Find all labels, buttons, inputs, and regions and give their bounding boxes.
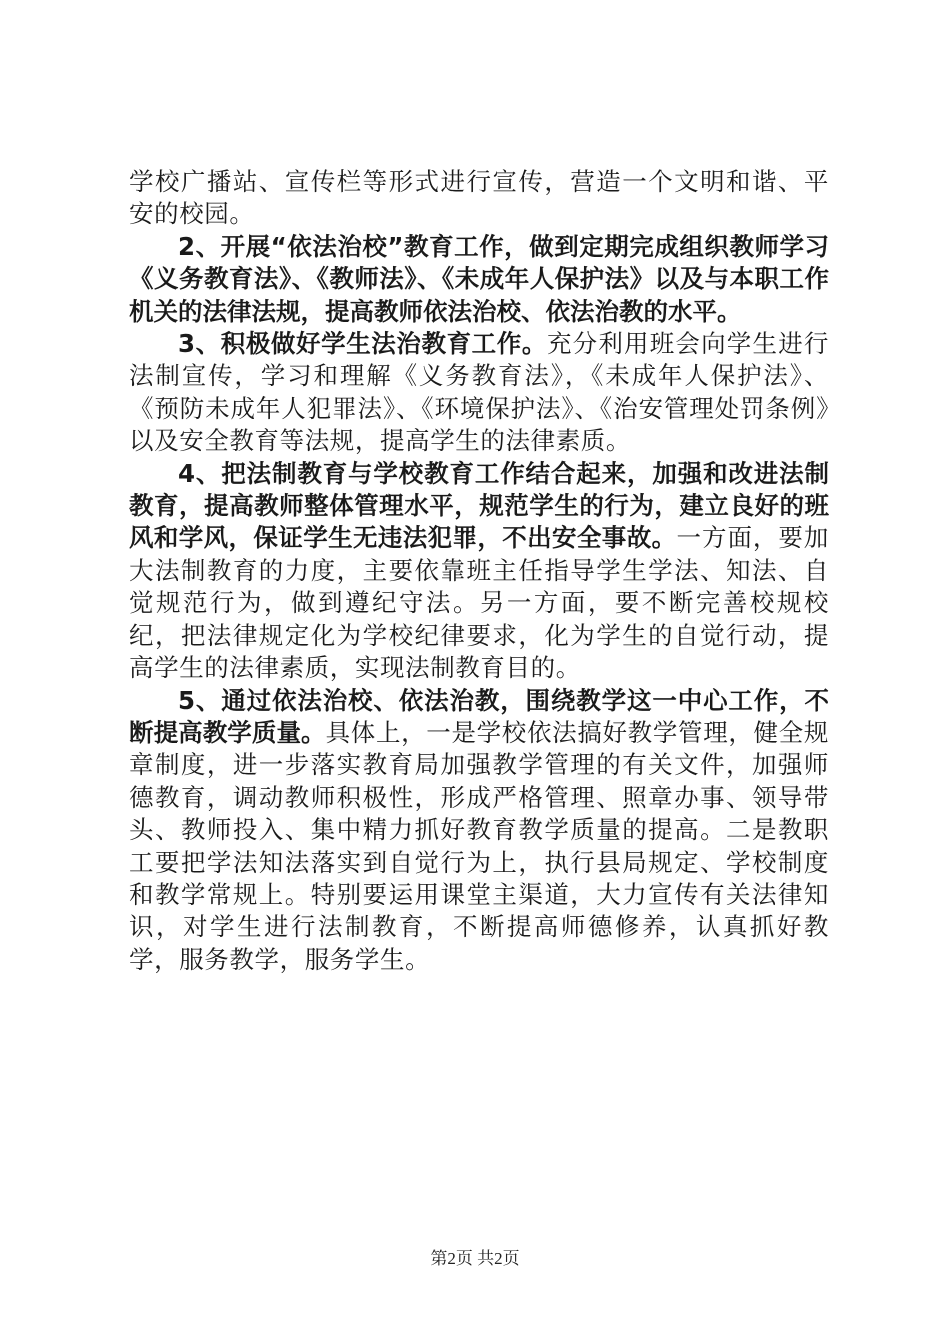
paragraph-1 [129, 166, 829, 231]
paragraph-4-text: 一方面，要加大法制教育的力度，主要依靠班主任指导学生学法、知法、自觉规范行为，做到遵纪守法。另一方面，要不断完善校规校纪，把法律规定化为学校纪律要求，化为学生的自觉行动，提高学生的法律素质，实现法制教育目的。 [129, 523, 829, 683]
paragraph-3 [129, 328, 829, 458]
paragraph-4 [129, 458, 829, 685]
paragraph-2-heading: 2、开展“依法治校”教育工作，做到定期完成组织教师学习《义务教育法》、《教师法》、《未成年人保护法》以及与本职工作机关的法律法规，提高教师依法治校、依法治教的水平。 [129, 231, 829, 326]
paragraph-3-heading: 3、积极做好学生法治教育工作。 [178, 329, 547, 359]
paragraph-5 [129, 685, 829, 977]
document-body [129, 166, 829, 976]
paragraph-5-text: 具体上，一是学校依法搞好教学管理，健全规章制度，进一步落实教育局加强教学管理的有关文件，加强师德教育，调动教师积极性，形成严格管理、照章办事、领导带头、教师投入、集中精力抓好教育教学质量的提高。二是教职工要把学法知法落实到自觉行为上，执行县局规定、学校制度和教学常规上。特别要运用课堂主渠道，大力宣传有关法律知识，对学生进行法制教育，不断提高师德修养，认真抓好教学，服务教学，服务学生。 [129, 717, 829, 974]
paragraph-5-heading: 5、通过依法治校、依法治教，围绕教学这一中心工作，不断提高教学质量。 [129, 685, 829, 747]
paragraph-4-heading: 4、把法制教育与学校教育工作结合起来，加强和改进法制教育，提高教师整体管理水平，规范学生的行为，建立良好的班风和学风，保证学生无违法犯罪，不出安全事故。 [129, 458, 829, 553]
paragraph-1-text: 学校广播站、宣传栏等形式进行宣传，营造一个文明和谐、平安的校园。 [129, 167, 829, 229]
paragraph-3-text: 充分利用班会向学生进行法制宣传，学习和理解《义务教育法》，《未成年人保护法》、《预防未成年人犯罪法》、《环境保护法》、《治安管理处罚条例》以及安全教育等法规，提高学生的法律素质。 [129, 329, 829, 456]
paragraph-2 [129, 231, 829, 328]
page-number-footer: 第2页 共2页 [430, 1249, 520, 1268]
